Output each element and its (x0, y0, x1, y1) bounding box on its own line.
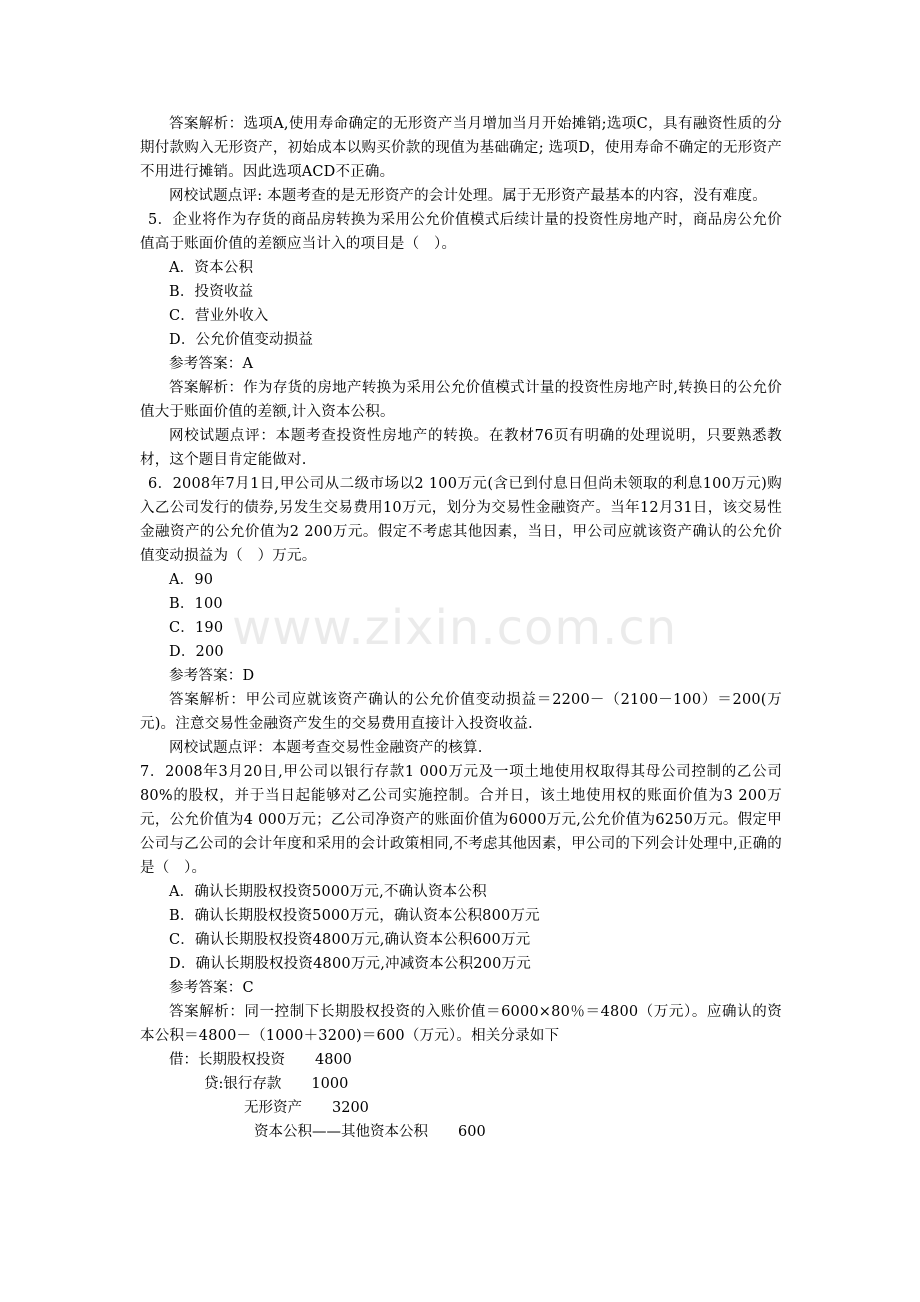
q6-explanation: 答案解析：甲公司应就该资产确认的公允价值变动损益＝2200－（2100－100）＝200(万元)。注意交易性金融资产发生的交易费用直接计入投资收益. (140, 692, 782, 732)
question-5: 5．企业将作为存货的商品房转换为采用公允价值模式后续计量的投资性房地产时，商品房公允价值高于账面价值的差额应当计入的项目是（ ）。 (140, 212, 782, 252)
journal-amount: 3200 (332, 1100, 369, 1116)
journal-line-credit-2 (140, 1096, 782, 1120)
q7-answer: 参考答案：C (169, 980, 254, 996)
q7-option-d: D．确认长期股权投资4800万元,冲减资本公积200万元 (169, 956, 531, 972)
q5-comment: 网校试题点评：本题考查投资性房地产的转换。在教材76页有明确的处理说明，只要熟悉教材，这个题目肯定能做对. (140, 428, 782, 468)
q6-option-b: B．100 (169, 596, 223, 612)
q4-comment: 网校试题点评: 本题考查的是无形资产的会计处理。属于无形资产最基本的内容，没有难度。 (169, 188, 767, 204)
journal-amount: 4800 (315, 1052, 352, 1068)
question-6: 6．2008年7月1日,甲公司从二级市场以2 100万元(含已到付息日但尚未领取的利息100万元)购入乙公司发行的债券,另发生交易费用10万元，划分为交易性金融资产。当年12月31日，该交易性金融资产的公允价值为2 200万元。假定不考虑其他因素，当日，甲公司应就该资产确认的公允价值变动损益为（ ）万元。 (140, 476, 782, 564)
q5-answer: 参考答案：A (169, 356, 254, 372)
journal-entry (140, 1048, 782, 1144)
q6-option-c: C．190 (169, 620, 224, 636)
q7-option-a: A．确认长期股权投资5000万元,不确认资本公积 (169, 884, 487, 900)
journal-line-credit-3 (140, 1120, 782, 1144)
q6-option-a: A．90 (169, 572, 214, 588)
journal-label: 贷:银行存款 (204, 1076, 282, 1092)
journal-amount: 600 (458, 1124, 486, 1140)
q5-option-d: D．公允价值变动损益 (169, 332, 314, 348)
journal-line-debit (140, 1048, 782, 1072)
journal-amount: 1000 (311, 1076, 349, 1092)
question-7: 7．2008年3月20日,甲公司以银行存款1 000万元及一项土地使用权取得其母公司控制的乙公司80%的股权，并于当日起能够对乙公司实施控制。合并日，该土地使用权的账面价值为3 200万元，公允价值为4 000万元；乙公司净资产的账面价值为6000万元,公允价值为6250万元。假定甲公司与乙公司的会计年度和采用的会计政策相同,不考虑其他因素，甲公司的下列会计处理中,正确的是（ ）。 (140, 764, 782, 876)
journal-label: 无形资产 (244, 1100, 302, 1116)
journal-label: 借：长期股权投资 (169, 1052, 285, 1068)
q5-option-a: A．资本公积 (169, 260, 254, 276)
watermark: www.zixin.com.cn (232, 600, 678, 656)
q5-option-b: B．投资收益 (169, 284, 254, 300)
q6-comment: 网校试题点评：本题考查交易性金融资产的核算. (169, 740, 483, 756)
journal-label: 资本公积——其他资本公积 (254, 1124, 428, 1140)
q5-option-c: C．营业外收入 (169, 308, 269, 324)
q7-option-c: C．确认长期股权投资4800万元,确认资本公积600万元 (169, 932, 531, 948)
q7-explanation: 答案解析：同一控制下长期股权投资的入账价值＝6000×80％＝4800（万元）。应确认的资本公积＝4800－（1000＋3200)＝600（万元）。相关分录如下 (140, 1004, 782, 1044)
q4-explanation: 答案解析：选项A,使用寿命确定的无形资产当月增加当月开始摊销;选项C，具有融资性质的分期付款购入无形资产，初始成本以购买价款的现值为基础确定; 选项D，使用寿命不确定的无形资产不用进行摊销。因此选项ACD不正确。 (140, 116, 782, 180)
q6-answer: 参考答案：D (169, 668, 255, 684)
document-body (140, 112, 782, 1144)
journal-line-credit-1 (140, 1072, 782, 1096)
q6-option-d: D．200 (169, 644, 224, 660)
q7-option-b: B．确认长期股权投资5000万元，确认资本公积800万元 (169, 908, 540, 924)
q5-explanation: 答案解析：作为存货的房地产转换为采用公允价值模式计量的投资性房地产时,转换日的公允价值大于账面价值的差额,计入资本公积。 (140, 380, 782, 420)
